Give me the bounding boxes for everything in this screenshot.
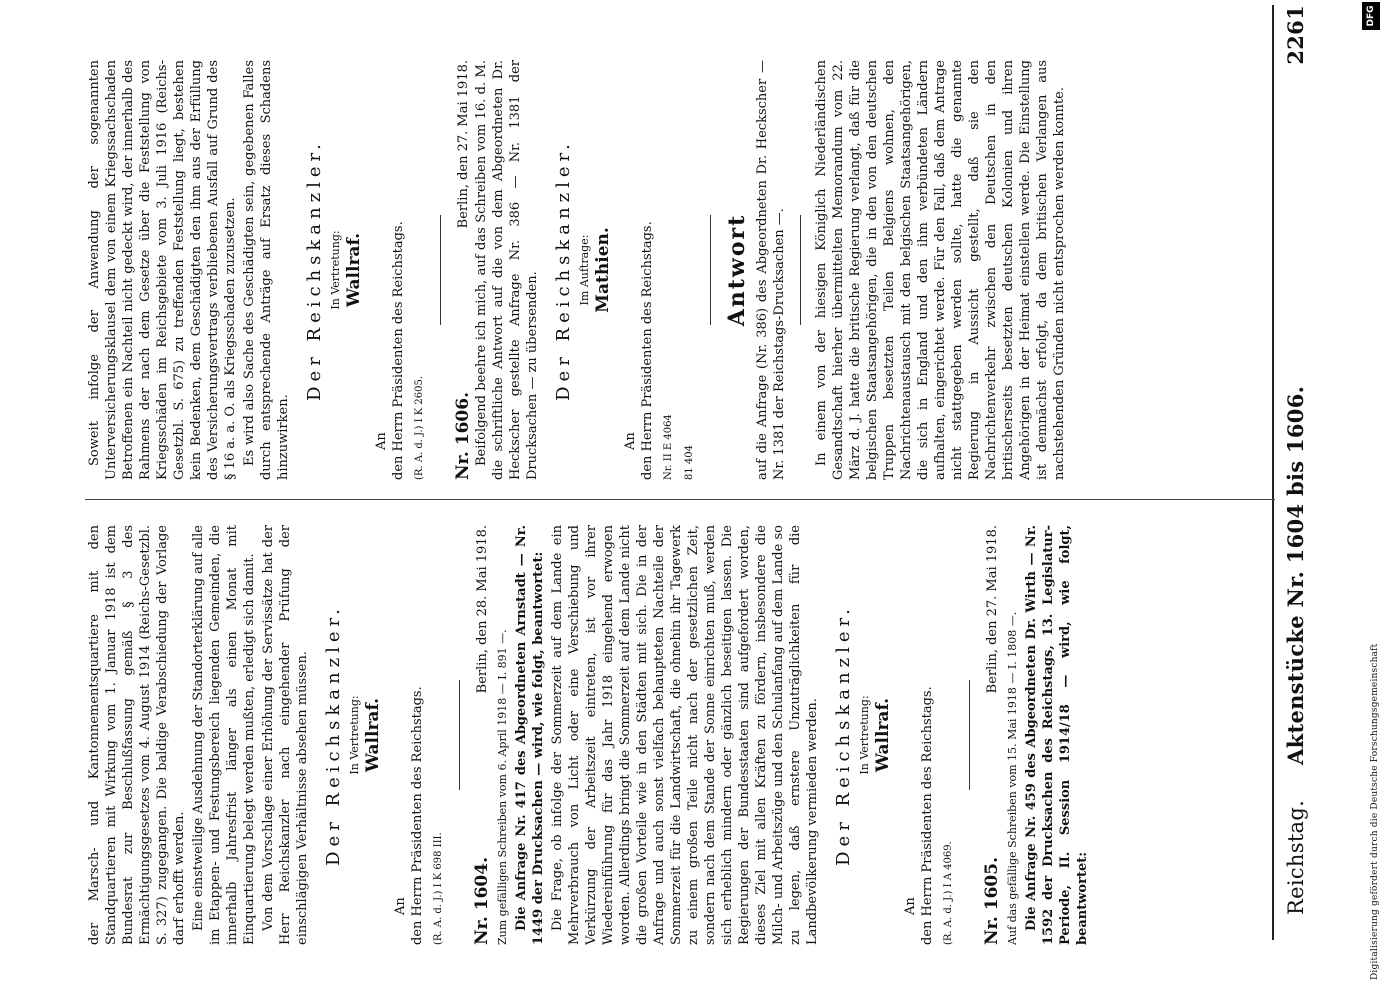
page-number: 2261 <box>1283 5 1308 65</box>
paragraph: Von dem Vorschlage einer Erhöhung der Servissätze hat der Herr Reichskanzler nach eingehender Prüfung der einschlägigen Verhältnisse absehen müssen. <box>261 525 310 945</box>
paragraph: Beifolgend beehre ich mich, auf das Schreiben vom 16. d. M. die schriftliche Antwort auf die von dem Abgeordneten Dr. Heckscher gestellte Anfrage Nr. 386 — Nr. 1381 der Drucksachen — zu übersenden. <box>474 60 540 480</box>
recipient-an: An <box>393 897 408 915</box>
reference: (R. A. d. J.) I K 698 III. <box>433 832 444 945</box>
paragraph: Die Frage, ob infolge der Sommerzeit auf dem Lande ein Mehrverbrauch von Licht oder eine Verschiebung und Verkürzung der Arbeitszeit eintreten, ist vor ihrer Wiedereinführung für das Jahr 1918 eingehend erwogen worden. Allerdings bringt die Sommerzeit auf dem Lande nicht die großen Vorteile wie in den Städten mit sich. Die in der Anfrage und auch sonst vielfach behaupteten Nachteile der Sommerzeit für die Landwirtschaft, die ohnehin ihr Tagewerk zu einem großen Teile nicht nach der gesetzlichen Zeit, sondern nach dem Stande der Sonne einrichten muß, werden sich erheblich mindern oder gänzlich beseitigen lassen. Die Regierungen der Bundesstaaten sind aufgefordert worden, dieses Ziel mit allen Kräften zu fördern, insbesondere die Milch- und Arbeitszüge und den Schulanfang auf dem Lande so zu legen, daß ernstere Unzuträglichkeiten für die Landbevölkerung vermieden werden. <box>550 525 820 945</box>
divider <box>710 215 711 325</box>
recipient: den Herrn Präsidenten des Reichstags. <box>640 221 655 480</box>
reference: 81 404 <box>684 445 695 480</box>
signature-title: Der Reichskanzler. <box>553 139 574 401</box>
signature-sub: Im Auftrage: <box>578 234 591 306</box>
antwort-title: Antwort <box>724 213 750 327</box>
antwort-subtitle: auf die Anfrage (Nr. 386) des Abgeordneten Dr. Heckscher — Nr. 1381 der Reichstags-Drucksachen —. <box>755 60 787 480</box>
document-number: Nr. 1606. <box>453 391 473 480</box>
recipient: den Herrn Präsidenten des Reichstags. <box>410 686 425 945</box>
signature-title: Der Reichskanzler. <box>323 604 344 866</box>
divider <box>459 680 460 790</box>
header-left: Reichstag. <box>1284 799 1308 915</box>
column-right <box>86 60 1266 480</box>
signature-title: Der Reichskanzler. <box>833 604 854 866</box>
signature-name: Wallraf. <box>344 232 364 308</box>
recipient-an: An <box>374 432 389 450</box>
document-date: Berlin, den 28. Mai 1918. <box>475 525 490 694</box>
recipient-an: An <box>623 432 638 450</box>
reference: (R. A. d. J.) I A 4069. <box>943 841 954 945</box>
document-heading <box>474 525 492 945</box>
reference: (R. A. d. J.) I K 2605. <box>414 375 425 480</box>
recipient: den Herrn Präsidenten des Reichstags. <box>920 686 935 945</box>
footer-credit: Digitalisierung gefördert durch die Deutsche Forschungsgemeinschaft <box>1370 643 1380 980</box>
document-date: Berlin, den 27. Mai 1918. <box>985 525 1000 694</box>
paragraph: der Marsch- und Kantonnementsquartiere mit den Standquartieren mit Wirkung vom 1. Januar 1918 ist dem Bundesrat zur Beschlußfassung gemäß § 3 des Ermächtigungsgesetzes vom 4. August 1914 (Reichs-Gesetzbl. S. 327) zugegangen. Die baldige Verabschiedung der Vorlage darf erhofft werden. <box>87 525 187 945</box>
intro: Die Anfrage Nr. 417 des Abgeordneten Arnstadt — Nr. 1449 der Drucksachen — wird, wie folgt, beantwortet: <box>514 525 546 945</box>
document-number: Nr. 1605. <box>982 856 1002 945</box>
signature-sub: In Vertretung: <box>348 695 361 775</box>
recipient: den Herrn Präsidenten des Reichstags. <box>391 221 406 480</box>
signature-title: Der Reichskanzler. <box>304 139 325 401</box>
paragraph: In einem von der hiesigen Königlich Niederländischen Gesandtschaft hierher übermittelten Memorandum vom 22. März d. J. hatte die britische Regierung verlangt, daß für die belgischen Staatsangehörigen, die in den von den deutschen Truppen besetzten Teilen Belgiens wohnen, den Nachrichtenaustausch mit den belgischen Staatsangehörigen, die sich in England und den ihm verbündeten Ländern aufhalten, eingerichtet werde. Für den Fall, daß dem Antrage nicht stattgegeben werden sollte, hatte die genannte Regierung in Aussicht gestellt, daß sie den Nachrichtenverkehr zwischen den Deutschen in den britischerseits besetzten deutschen Kolonien und ihren Angehörigen in der Heimat einstellen werde. Die Einstellung ist demnächst erfolgt, da dem britischen Verlangen aus nachstehenden Gründen nicht entsprochen werden konnte. <box>814 60 1067 480</box>
column-divider <box>85 499 1275 500</box>
reference: Nr. II E 4064 <box>663 414 674 480</box>
signature-name: Mathien. <box>593 227 613 313</box>
page-header <box>1283 5 1313 915</box>
document-heading <box>984 525 1002 945</box>
paragraph: Eine einstweilige Ausdehnung der Standorterklärung auf alle im Etappen- und Festungsbereich liegenden Gemeinden, die innerhalb Jahresfrist länger als einen Monat mit Einquartierung belegt werden mußten, erledigt sich damit. <box>191 525 257 945</box>
signature-name: Wallraf. <box>363 697 383 773</box>
document-heading <box>455 60 473 480</box>
divider <box>800 215 801 325</box>
document-number: Nr. 1604. <box>472 856 492 945</box>
header-title: Aktenstücke Nr. 1604 bis 1606. <box>1283 385 1308 765</box>
signature-name: Wallraf. <box>873 697 893 773</box>
paragraph: Es wird also Sache des Geschädigten sein, gegebenen Falles durch entsprechende Anträge auf Ersatz dieses Schadens hinzuwirken. <box>242 60 291 480</box>
reference: Auf das gefällige Schreiben vom 15. Mai 1918 — I. 1808 —. <box>1006 611 1019 945</box>
divider <box>969 680 970 790</box>
reference: Zum gefälligen Schreiben vom 6. April 1918 — I. 891 —. <box>496 629 509 945</box>
header-rule <box>1272 5 1274 940</box>
column-left <box>86 525 1266 945</box>
document-date: Berlin, den 27. Mai 1918. <box>456 60 471 229</box>
dfg-logo: DFG <box>1362 2 1380 30</box>
divider <box>440 215 441 325</box>
signature-sub: In Vertretung: <box>858 695 871 775</box>
recipient-an: An <box>903 897 918 915</box>
signature-sub: In Vertretung: <box>329 230 342 310</box>
paragraph: Soweit infolge der Anwendung der sogenannten Unterversicherungsklausel dem von einem Kriegssachschaden Betroffenen ein Nachteil nicht gedeckt wird, der innerhalb des Rahmens der nach dem Gesetze über die Feststellung von Kriegsschäden im Reichsgebiete vom 3. Juli 1916 (Reichs-Gesetzbl. S. 675) zu treffenden Feststellung liegt, bestehen kein Bedenken, dem Geschädigten den ihm aus der Erfüllung des Versicherungsvertrags verbliebenen Ausfall auf Grund des § 16 a. a. O. als Kriegsschaden zuzusetzen. <box>87 60 238 480</box>
intro: Die Anfrage Nr. 459 des Abgeordneten Dr. Wirth — Nr. 1592 der Drucksachen des Reichstags, 13. Legislatur-Periode, II. Session 1914/18 — wird, wie folgt, beantwortet: <box>1024 525 1090 945</box>
